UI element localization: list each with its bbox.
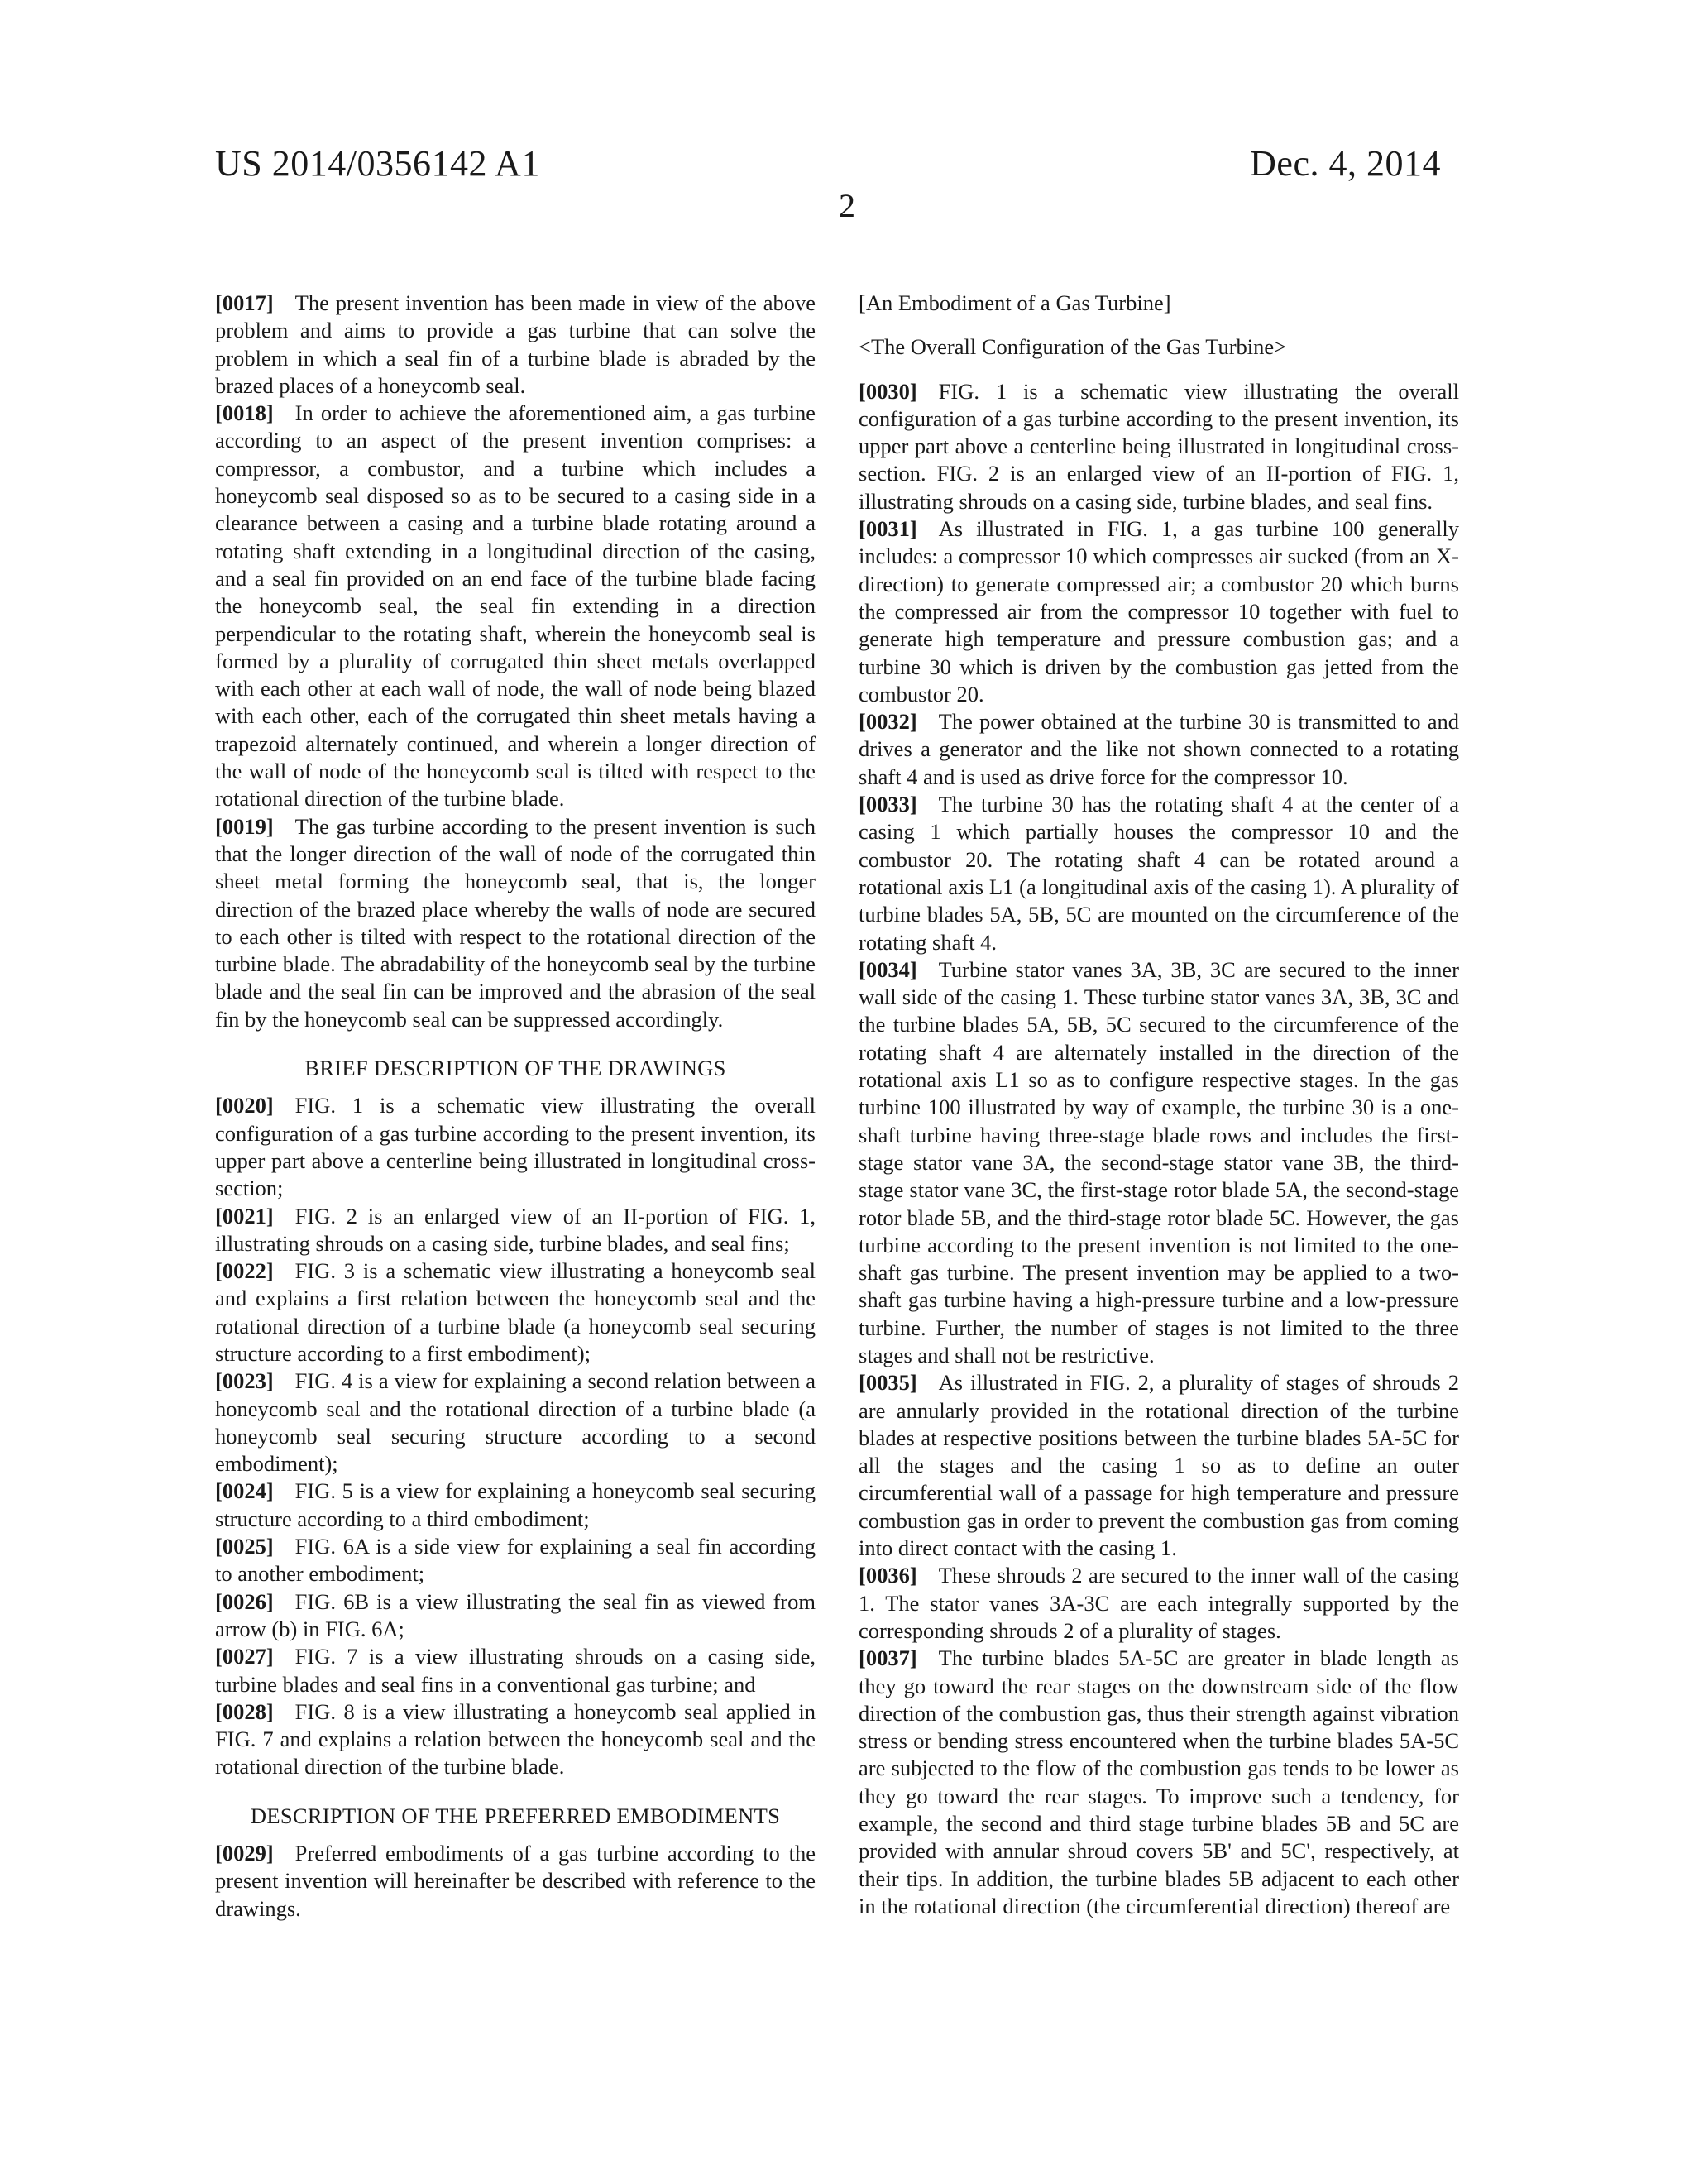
paragraph-text: FIG. 4 is a view for explaining a second relation between a honeycomb seal and the rotational direction of a turbine blade (a honeycomb seal securing structure according to a second embodiment); bbox=[215, 1368, 816, 1477]
paragraph-tag: [0033] bbox=[859, 792, 917, 817]
paragraph-0017 bbox=[215, 290, 816, 400]
paragraph-0018 bbox=[215, 400, 816, 812]
paragraph-text: FIG. 1 is a schematic view illustrating the overall configuration of a gas turbine according to the present invention, its upper part above a centerline being illustrated in longitudinal cross-section. FIG. 2 is an enlarged view of an II-portion of FIG. 1, illustrating shrouds on a casing side, turbine blades, and seal fins. bbox=[859, 378, 1459, 514]
paragraph-text: The gas turbine according to the present invention is such that the longer direction of the wall of node of the corrugated thin sheet metal forming the honeycomb seal, that is, the longer direction of the brazed place whereby the walls of node are secured to each other is tilted with respect to the rotational direction of the turbine blade. The abradability of the honeycomb seal by the turbine blade and the seal fin can be improved and the abrasion of the seal fin by the honeycomb seal can be suppressed accordingly. bbox=[215, 813, 816, 1032]
paragraph-0027 bbox=[215, 1643, 816, 1698]
paragraph-0037 bbox=[859, 1645, 1459, 1920]
right-column bbox=[859, 290, 1459, 1920]
page-number: 2 bbox=[839, 187, 855, 224]
paragraph-tag: [0017] bbox=[215, 290, 274, 315]
paragraph-0025 bbox=[215, 1533, 816, 1588]
paragraph-0032 bbox=[859, 708, 1459, 791]
paragraph-tag: [0035] bbox=[859, 1370, 917, 1396]
paragraph-0022 bbox=[215, 1257, 816, 1367]
section-heading-embodiments: DESCRIPTION OF THE PREFERRED EMBODIMENTS bbox=[250, 1803, 781, 1828]
paragraph-text: FIG. 3 is a schematic view illustrating a honeycomb seal and explains a first relation between the honeycomb seal and the rotational direction of a turbine blade (a honeycomb seal securing structure according to a first embodiment); bbox=[215, 1258, 816, 1366]
paragraph-text: FIG. 2 is an enlarged view of an II-portion of FIG. 1, illustrating shrouds on a casing side, turbine blades, and seal fins; bbox=[215, 1203, 816, 1256]
paragraph-text: The turbine blades 5A-5C are greater in blade length as they go toward the rear stages on the downstream side of the flow direction of the combustion gas, thus their strength against vibration stress or bending stress encountered when the turbine blades 5A-5C are subjected to the flow of the combustion gas tends to be lower as they go toward the rear stages. To improve such a tendency, for example, the second and third stage turbine blades 5B and 5C are provided with annular shroud covers 5B' and 5C', respectively, at their tips. In addition, the turbine blades 5B adjacent to each other in the rotational direction (the circumferential direction) thereof are bbox=[859, 1645, 1459, 1918]
paragraph-0028 bbox=[215, 1698, 816, 1781]
paragraph-text: FIG. 5 is a view for explaining a honeycomb seal securing structure according to a third embodiment; bbox=[215, 1478, 816, 1531]
paragraph-tag: [0019] bbox=[215, 813, 274, 839]
paragraph-tag: [0028] bbox=[215, 1698, 274, 1724]
paragraph-tag: [0036] bbox=[859, 1563, 917, 1588]
paragraph-text: Turbine stator vanes 3A, 3B, 3C are secured to the inner wall side of the casing 1. These turbine stator vanes 3A, 3B, 3C and the turbine blades 5A, 5B, 5C secured to the circumference of the rotating shaft 4 are alternately installed in the direction of the rotational axis L1 so as to configure respective stages. In the gas turbine 100 illustrated by way of example, the turbine 30 is a one-shaft turbine having three-stage blade rows and includes the first-stage stator vane 3A, the second-stage stator vane 3B, the third-stage stator vane 3C, the first-stage rotor blade 5A, the second-stage rotor blade 5B, and the third-stage rotor blade 5C. However, the gas turbine according to the present invention is not limited to the one-shaft gas turbine. The present invention may be applied to a two-shaft gas turbine having a high-pressure turbine and a low-pressure turbine. Further, the number of stages is not limited to the three stages and shall not be restrictive. bbox=[859, 956, 1459, 1367]
paragraph-0030 bbox=[859, 378, 1459, 515]
paragraph-text: FIG. 6B is a view illustrating the seal fin as viewed from arrow (b) in FIG. 6A; bbox=[215, 1588, 816, 1641]
paragraph-0036 bbox=[859, 1562, 1459, 1645]
paragraph-tag: [0026] bbox=[215, 1588, 274, 1614]
section-heading-drawings: BRIEF DESCRIPTION OF THE DRAWINGS bbox=[304, 1056, 726, 1081]
paragraph-text: FIG. 6A is a side view for explaining a seal fin according to another embodiment; bbox=[215, 1534, 816, 1587]
paragraph-tag: [0037] bbox=[859, 1645, 917, 1671]
paragraph-tag: [0021] bbox=[215, 1203, 274, 1228]
paragraph-text: FIG. 7 is a view illustrating shrouds on a casing side, turbine blades and seal fins in a conventional gas turbine; and bbox=[215, 1644, 816, 1697]
paragraph-tag: [0027] bbox=[215, 1644, 274, 1669]
paragraph-tag: [0020] bbox=[215, 1093, 274, 1118]
paragraph-tag: [0031] bbox=[859, 516, 917, 542]
paragraph-text: Preferred embodiments of a gas turbine according to the present invention will hereinafter be described with reference to the drawings. bbox=[215, 1841, 816, 1921]
paragraph-0024 bbox=[215, 1478, 816, 1533]
paragraph-tag: [0029] bbox=[215, 1841, 274, 1866]
paragraph-0034 bbox=[859, 956, 1459, 1369]
embodiment-heading: [An Embodiment of a Gas Turbine] bbox=[859, 290, 1171, 315]
paragraph-0019 bbox=[215, 813, 816, 1033]
paragraph-tag: [0022] bbox=[215, 1258, 274, 1284]
paragraph-0026 bbox=[215, 1588, 816, 1644]
paragraph-tag: [0023] bbox=[215, 1368, 274, 1394]
paragraph-text: As illustrated in FIG. 1, a gas turbine 100 generally includes: a compressor 10 which compresses air sucked (from an X-direction) to generate compressed air; a combustor 20 which burns the compressed air from the compressor 10 together with fuel to generate high temperature and pressure combustion gas; and a turbine 30 which is driven by the combustion gas jetted from the combustor 20. bbox=[859, 516, 1459, 706]
publication-date: Dec. 4, 2014 bbox=[1250, 143, 1441, 184]
configuration-heading: <The Overall Configuration of the Gas Turbine> bbox=[859, 334, 1287, 360]
paragraph-0020 bbox=[215, 1092, 816, 1202]
paragraph-text: The power obtained at the turbine 30 is transmitted to and drives a generator and the like not shown connected to a rotating shaft 4 and is used as drive force for the compressor 10. bbox=[859, 709, 1459, 789]
paragraph-0021 bbox=[215, 1203, 816, 1258]
paragraph-text: FIG. 8 is a view illustrating a honeycomb seal applied in FIG. 7 and explains a relation between the honeycomb seal and the rotational direction of the turbine blade. bbox=[215, 1698, 816, 1779]
paragraph-text: FIG. 1 is a schematic view illustrating the overall configuration of a gas turbine according to the present invention, its upper part above a centerline being illustrated in longitudinal cross-section; bbox=[215, 1093, 816, 1201]
paragraph-tag: [0018] bbox=[215, 400, 274, 426]
paragraph-text: In order to achieve the aforementioned aim, a gas turbine according to an aspect of the present invention comprises: a compressor, a combustor, and a turbine which includes a honeycomb seal disposed so as to be secured to a casing side in a clearance between a casing and a turbine blade rotating around a rotating shaft extending in a longitudinal direction of the casing, and a seal fin provided on an end face of the turbine blade facing the honeycomb seal, the seal fin extending in a direction perpendicular to the rotating shaft, wherein the honeycomb seal is formed by a plurality of corrugated thin sheet metals overlapped with each other at each wall of node, the wall of node being blazed with each other, each of the corrugated thin sheet metals having a trapezoid alternately continued, and wherein a longer direction of the wall of node of the honeycomb seal is tilted with respect to the rotational direction of the turbine blade. bbox=[215, 400, 816, 812]
publication-number: US 2014/0356142 A1 bbox=[215, 143, 540, 184]
paragraph-0031 bbox=[859, 515, 1459, 708]
paragraph-text: The turbine 30 has the rotating shaft 4 at the center of a casing 1 which partially houses the compressor 10 and the combustor 20. The rotating shaft 4 can be rotated around a rotational axis L1 (a longitudinal axis of the casing 1). A plurality of turbine blades 5A, 5B, 5C are mounted on the circumference of the rotating shaft 4. bbox=[859, 792, 1459, 955]
paragraph-text: These shrouds 2 are secured to the inner wall of the casing 1. The stator vanes 3A-3C are each integrally supported by the corresponding shrouds 2 of a plurality of stages. bbox=[859, 1563, 1459, 1643]
paragraph-tag: [0025] bbox=[215, 1534, 274, 1559]
paragraph-text: The present invention has been made in view of the above problem and aims to provide a gas turbine that can solve the problem in which a seal fin of a turbine blade is abraded by the brazed places of a honeycomb seal. bbox=[215, 290, 816, 398]
paragraph-0023 bbox=[215, 1367, 816, 1478]
left-column bbox=[215, 290, 816, 1923]
paragraph-tag: [0030] bbox=[859, 378, 917, 404]
paragraph-0035 bbox=[859, 1369, 1459, 1562]
paragraph-0029 bbox=[215, 1840, 816, 1923]
paragraph-tag: [0034] bbox=[859, 956, 917, 982]
paragraph-tag: [0024] bbox=[215, 1478, 274, 1504]
paragraph-0033 bbox=[859, 791, 1459, 956]
paragraph-text: As illustrated in FIG. 2, a plurality of stages of shrouds 2 are annularly provided in the rotational direction of the turbine blades at respective positions between the turbine blades 5A-5C for all the stages and the casing 1 so as to define an outer circumferential wall of a passage for high temperature and pressure combustion gas in order to prevent the combustion gas from coming into direct contact with the casing 1. bbox=[859, 1370, 1459, 1561]
paragraph-tag: [0032] bbox=[859, 709, 917, 735]
